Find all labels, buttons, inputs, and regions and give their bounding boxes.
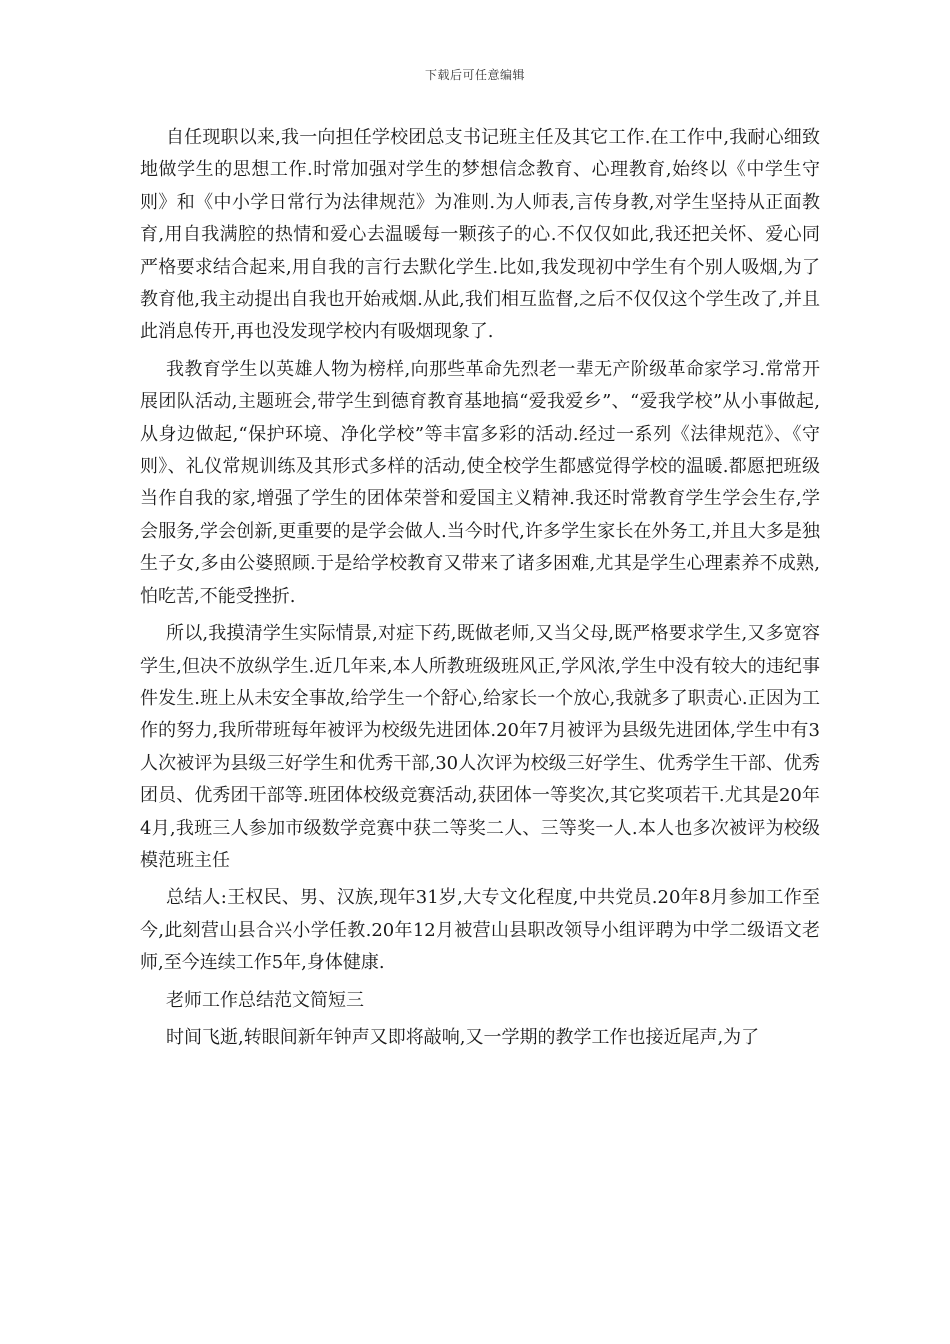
paragraph: 总结人:王权民、男、汉族,现年31岁,大专文化程度,中共党员.20年8月参加工作至今,此刻营山县合兴小学任教.20年12月被营山县职改领导小组评聘为中学二级语文老师,至今连续工作5年,身体健康. <box>140 887 820 974</box>
paragraph: 我教育学生以英雄人物为榜样,向那些革命先烈老一辈无产阶级革命家学习.常常开展团队活动,主题班会,带学生到德育教育基地搞“爱我爱乡”、“爱我学校”从小事做起,从身边做起,“保护环境、净化学校”等丰富多彩的活动.经过一系列《法律规范》、《守则》、礼仪常规训练及其形式多样的活动,使全校学生都感觉得学校的温暖.都愿把班级当作自我的家,增强了学生的团体荣誉和爱国主义精神.我还时常教育学生学会生存,学会服务,学会创新,更重要的是学会做人.当今时代,许多学生家长在外务工,并且大多是独生子女,多由公婆照顾.于是给学校教育又带来了诸多困难,尤其是学生心理素养不成熟,怕吃苦,不能受挫折. <box>140 358 820 607</box>
page-header: 下载后可任意编辑 <box>424 68 525 82</box>
paragraph: 自任现职以来,我一向担任学校团总支书记班主任及其它工作.在工作中,我耐心细致地做学生的思想工作.时常加强对学生的梦想信念教育、心理教育,始终以《中学生守则》和《中小学日常行为法律规范》为准则.为人师表,言传身教,对学生坚持从正面教育,用自我满腔的热情和爱心去温暖每一颗孩子的心.不仅仅如此,我还把关怀、爱心同严格要求结合起来,用自我的言行去默化学生.比如,我发现初中学生有个别人吸烟,为了教育他,我主动提出自我也开始戒烟.从此,我们相互监督,之后不仅仅这个学生改了,并且此消息传开,再也没发现学校内有吸烟现象了. <box>140 127 820 343</box>
paragraph: 时间飞逝,转眼间新年钟声又即将敲响,又一学期的教学工作也接近尾声,为了 <box>166 1026 760 1048</box>
paragraph: 所以,我摸清学生实际情景,对症下药,既做老师,又当父母,既严格要求学生,又多宽容学生,但决不放纵学生.近几年来,本人所教班级班风正,学风浓,学生中没有较大的违纪事件发生.班上从未安全事故,给学生一个舒心,给家长一个放心,我就多了职责心.正因为工作的努力,我所带班每年被评为校级先进团体.20年7月被评为县级先进团体,学生中有3人次被评为县级三好学生和优秀干部,30人次评为校级三好学生、优秀学生干部、优秀团员、优秀团干部等.班团体校级竞赛活动,获团体一等奖次,其它奖项若干.尤其是20年4月,我班三人参加市级数学竞赛中获二等奖二人、三等奖一人.本人也多次被评为校级模范班主任 <box>140 623 820 871</box>
section-heading: 老师工作总结范文简短三 <box>166 989 364 1011</box>
document-body <box>140 122 820 1054</box>
